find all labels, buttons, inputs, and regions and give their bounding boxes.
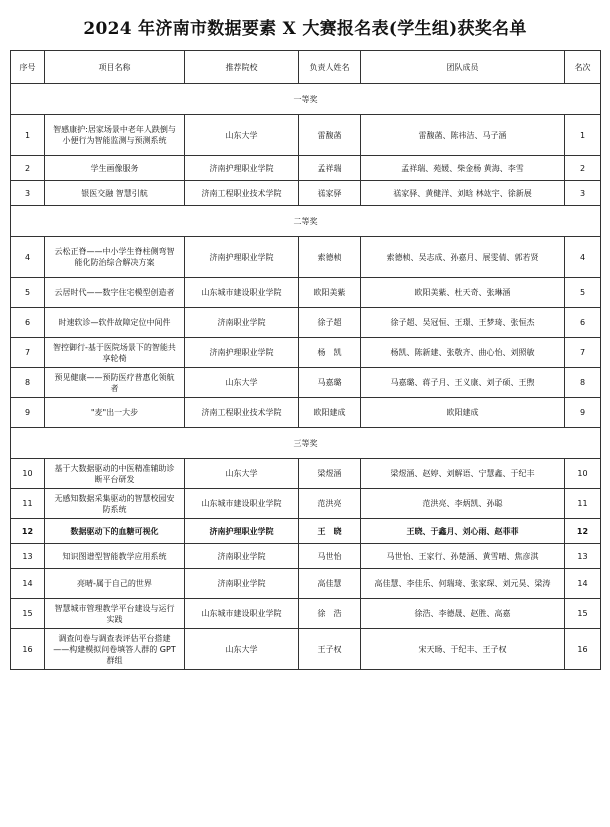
table-row — [11, 308, 601, 338]
cell-leader: 孟祥瑞 — [299, 156, 361, 181]
table-row — [11, 629, 601, 670]
table-row — [11, 181, 601, 206]
table-row — [11, 599, 601, 629]
cell-rank: 7 — [565, 338, 601, 368]
cell-school: 济南护理职业学院 — [185, 338, 299, 368]
cell-members: 索德桢、吴志成、孙嘉月、展雯倩、郭若贤 — [361, 237, 565, 278]
cell-leader: 杨 凯 — [299, 338, 361, 368]
cell-leader: 王 晓 — [299, 519, 361, 544]
table-row — [11, 156, 601, 181]
cell-rank: 3 — [565, 181, 601, 206]
header-members: 团队成员 — [361, 51, 565, 84]
section-header-row — [11, 428, 601, 459]
cell-rank: 4 — [565, 237, 601, 278]
cell-project: 预见健康——预防医疗普惠化领航者 — [45, 368, 185, 398]
cell-no: 2 — [11, 156, 45, 181]
section-label: 三等奖 — [11, 428, 601, 459]
cell-rank: 14 — [565, 569, 601, 599]
cell-school: 山东城市建设职业学院 — [185, 599, 299, 629]
cell-no: 5 — [11, 278, 45, 308]
cell-project: 时速软诊—软件故障定位中间件 — [45, 308, 185, 338]
cell-rank: 2 — [565, 156, 601, 181]
cell-rank: 5 — [565, 278, 601, 308]
cell-school: 济南护理职业学院 — [185, 519, 299, 544]
cell-school: 济南工程职业技术学院 — [185, 181, 299, 206]
cell-no: 7 — [11, 338, 45, 368]
cell-leader: 范洪亮 — [299, 489, 361, 519]
cell-rank: 16 — [565, 629, 601, 670]
cell-school: 济南职业学院 — [185, 544, 299, 569]
cell-school: 山东大学 — [185, 629, 299, 670]
cell-school: 山东大学 — [185, 115, 299, 156]
cell-leader: 徐 浩 — [299, 599, 361, 629]
table-row — [11, 569, 601, 599]
cell-rank: 9 — [565, 398, 601, 428]
cell-no: 10 — [11, 459, 45, 489]
cell-rank: 1 — [565, 115, 601, 156]
cell-members: 高佳慧、李佳乐、何瑞琦、张家琛、刘元昊、梁涛 — [361, 569, 565, 599]
cell-rank: 10 — [565, 459, 601, 489]
cell-project: 智慧城市管理教学平台建设与运行实践 — [45, 599, 185, 629]
header-school: 推荐院校 — [185, 51, 299, 84]
cell-leader: 梁煜涵 — [299, 459, 361, 489]
table-row — [11, 237, 601, 278]
table-row — [11, 278, 601, 308]
cell-school: 山东大学 — [185, 368, 299, 398]
cell-no: 12 — [11, 519, 45, 544]
cell-leader: 徐子超 — [299, 308, 361, 338]
table-row — [11, 368, 601, 398]
section-label: 二等奖 — [11, 206, 601, 237]
cell-no: 16 — [11, 629, 45, 670]
cell-no: 14 — [11, 569, 45, 599]
cell-project: 调查问卷与调查表评估平台搭建 ——构建模拟问卷填答人群的 GPT 群组 — [45, 629, 185, 670]
cell-members: 梁煜涵、赵婷、刘解语、宁慧鑫、于纪丰 — [361, 459, 565, 489]
cell-members: 欧阳建成 — [361, 398, 565, 428]
cell-members: 王晓、于鑫月、刘心雨、赵菲菲 — [361, 519, 565, 544]
header-rank: 名次 — [565, 51, 601, 84]
section-header-row — [11, 84, 601, 115]
cell-project: 智感康护:居家场景中老年人跌倒与小便行为智能监测与预测系统 — [45, 115, 185, 156]
cell-rank: 11 — [565, 489, 601, 519]
cell-project: 无感知数据采集驱动的智慧校园安防系统 — [45, 489, 185, 519]
cell-project: 银医交融 智慧引航 — [45, 181, 185, 206]
cell-no: 4 — [11, 237, 45, 278]
document-title: 2024 年济南市数据要素 X 大赛报名表(学生组)获奖名单 — [83, 19, 527, 39]
cell-members: 欧阳美紫、杜天奇、张琳涵 — [361, 278, 565, 308]
cell-school: 济南职业学院 — [185, 308, 299, 338]
table-row — [11, 459, 601, 489]
table-row — [11, 519, 601, 544]
cell-school: 济南护理职业学院 — [185, 237, 299, 278]
header-no: 序号 — [11, 51, 45, 84]
cell-members: 徐子超、吴冠恒、王璟、王梦琦、张恒杰 — [361, 308, 565, 338]
cell-school: 山东城市建设职业学院 — [185, 489, 299, 519]
cell-no: 1 — [11, 115, 45, 156]
cell-school: 山东城市建设职业学院 — [185, 278, 299, 308]
cell-project: 云居时代——数字住宅模型创造者 — [45, 278, 185, 308]
cell-no: 6 — [11, 308, 45, 338]
table-row — [11, 398, 601, 428]
cell-leader: 马世怡 — [299, 544, 361, 569]
cell-school: 山东大学 — [185, 459, 299, 489]
cell-project: 基于大数据驱动的中医精准辅助诊断平台研发 — [45, 459, 185, 489]
cell-members: 雷馥菡、陈祎洁、马子涵 — [361, 115, 565, 156]
cell-no: 11 — [11, 489, 45, 519]
cell-project: "麦"出一大步 — [45, 398, 185, 428]
cell-project: 云松正脊——中小学生脊柱侧弯智能化防治综合解决方案 — [45, 237, 185, 278]
cell-no: 15 — [11, 599, 45, 629]
cell-members: 禚家驿、黄健洋、刘晗 林竑宇、徐新展 — [361, 181, 565, 206]
section-header-row — [11, 206, 601, 237]
cell-project: 知识图谱型智能教学应用系统 — [45, 544, 185, 569]
cell-members: 宋天旸、于纪丰、王子权 — [361, 629, 565, 670]
cell-no: 3 — [11, 181, 45, 206]
cell-rank: 12 — [565, 519, 601, 544]
table-row — [11, 115, 601, 156]
cell-project: 数据驱动下的血糖可视化 — [45, 519, 185, 544]
cell-project: 学生画像服务 — [45, 156, 185, 181]
cell-members: 马嘉璐、蒋子月、王义康、刘子硕、王煦 — [361, 368, 565, 398]
cell-school: 济南护理职业学院 — [185, 156, 299, 181]
cell-leader: 王子权 — [299, 629, 361, 670]
table-row — [11, 489, 601, 519]
cell-project: 智控御行-基于医院场景下的智能共享轮椅 — [45, 338, 185, 368]
cell-members: 孟祥瑞、苑媛、柴金杨 黄海、李雪 — [361, 156, 565, 181]
cell-rank: 6 — [565, 308, 601, 338]
cell-no: 9 — [11, 398, 45, 428]
table-row — [11, 544, 601, 569]
cell-no: 13 — [11, 544, 45, 569]
award-table — [10, 50, 601, 670]
header-project: 项目名称 — [45, 51, 185, 84]
header-leader: 负责人姓名 — [299, 51, 361, 84]
cell-members: 马世怡、王家行、孙楚涵、黄雪晴、焦彦淇 — [361, 544, 565, 569]
cell-members: 徐浩、李德晟、赵胜、高嘉 — [361, 599, 565, 629]
cell-members: 范洪亮、李炳凯、孙聪 — [361, 489, 565, 519]
cell-rank: 15 — [565, 599, 601, 629]
cell-school: 济南工程职业技术学院 — [185, 398, 299, 428]
cell-no: 8 — [11, 368, 45, 398]
cell-leader: 高佳慧 — [299, 569, 361, 599]
cell-rank: 8 — [565, 368, 601, 398]
cell-school: 济南职业学院 — [185, 569, 299, 599]
cell-members: 杨凯、陈新建、张敬齐、曲心怡、刘照敏 — [361, 338, 565, 368]
cell-leader: 雷馥菡 — [299, 115, 361, 156]
header-row — [11, 51, 601, 84]
cell-leader: 索德桢 — [299, 237, 361, 278]
cell-leader: 欧阳建成 — [299, 398, 361, 428]
cell-rank: 13 — [565, 544, 601, 569]
cell-leader: 马嘉璐 — [299, 368, 361, 398]
cell-leader: 欧阳美紫 — [299, 278, 361, 308]
cell-project: 亮晴-属于自己的世界 — [45, 569, 185, 599]
cell-leader: 禚家驿 — [299, 181, 361, 206]
section-label: 一等奖 — [11, 84, 601, 115]
table-row — [11, 338, 601, 368]
